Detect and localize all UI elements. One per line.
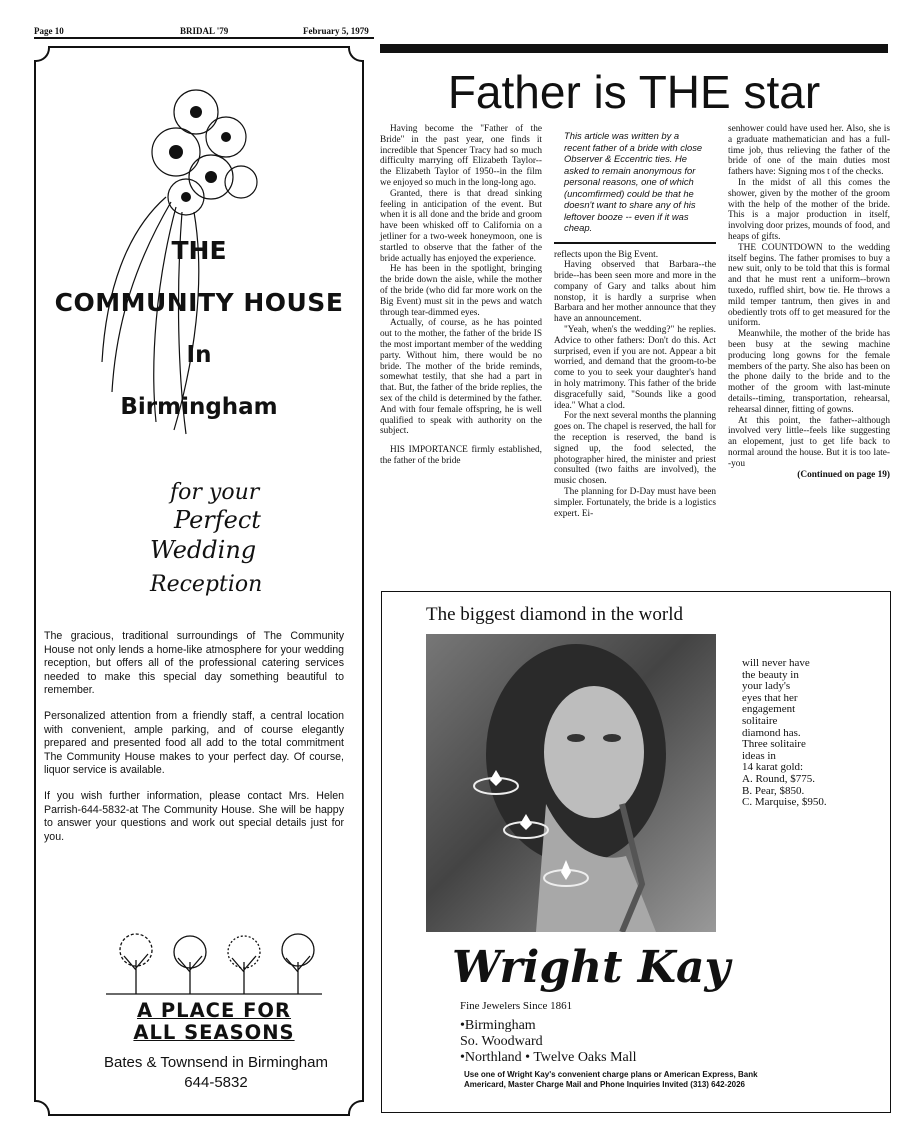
- ad-title-in: In: [186, 342, 212, 368]
- copy-line: A. Round, $775.: [742, 772, 816, 785]
- header-rule: [34, 37, 374, 39]
- charge-plans-note: Use one of Wright Kay's convenient charge plans or American Express, Bank Americard, Master Charge Mail and Phone Inquiries Invited (313) 642-2026: [464, 1070, 758, 1089]
- article-paragraph: Actually, of course, as he has pointed out to the mother, the father of the bride IS the most important member of the wedding party. Without him, there would be no bride. The mother of the bride reminds, somewhat testily, that she had a part in that. But, the father of the bride replies, the sex of the child is determined by the father. And with four female offspring, he is well qualified to speak with authority on the subject.: [380, 318, 542, 437]
- article-column-3: [728, 124, 890, 480]
- copy-line: diamond has.: [742, 726, 801, 739]
- ad-footer-name: Bates & Townsend in Birmingham: [103, 1054, 328, 1071]
- article-paragraph: reflects upon the Big Event.: [554, 249, 659, 260]
- wright-kay-ad: [381, 591, 891, 1113]
- section-name: BRIDAL '79: [180, 26, 229, 36]
- article-paragraph: Having become the "Father of the Bride" in the past year, one finds it incredible that Spencer Tracy had so much difficulty marrying off Elizabeth Taylor--the Elizabeth Taylor of 1950--in the film we enjoyed so much in the long-long ago.: [380, 124, 542, 188]
- article-paragraph: HIS IMPORTANCE firmly established, the father of the bride: [380, 445, 542, 466]
- corner-ornament: [348, 1100, 364, 1116]
- ad-paragraph: Personalized attention from a friendly staff, a central location with convenient, ample parking, and of course elegantly prepared and presented food all add to the total commitment The Community House makes to your perfect day. Of course, liquor service is available.: [44, 709, 344, 777]
- corner-ornament: [34, 46, 50, 62]
- community-house-ad: [34, 46, 364, 1116]
- article-paragraph: For the next several months the planning goes on. The chapel is reserved, the hall for the reception is reserved, the band is signed up, the food selected, the photographer hired, the minister and priest consulted (two faiths are involved), the music chosen.: [554, 411, 716, 487]
- brand-logo: Wright Kay: [452, 942, 731, 993]
- corner-ornament: [348, 46, 364, 62]
- copy-line: engagement: [742, 703, 796, 716]
- copy-line: Three solitaire: [742, 738, 806, 751]
- ad-title-the: THE: [171, 236, 227, 265]
- article-paragraph: Granted, there is that dread sinking feeling in anticipation of the event. But when it is all done and the bride and groom have been whisked off to California on a jetliner for a two-week honeymoon, one is startled to observe that the father of the bride actually has enjoyed the experience.: [380, 188, 542, 264]
- page-number: Page 10: [34, 26, 64, 36]
- jewelry-ad-title: The biggest diamond in the world: [426, 604, 683, 625]
- copy-line: 14 karat gold:: [742, 761, 804, 774]
- ad-footer-phone: 644-5832: [184, 1074, 248, 1091]
- copy-line: ideas in: [742, 749, 776, 762]
- copy-line: will never have: [742, 657, 810, 669]
- store-locations: [460, 1018, 637, 1066]
- slogan-line-2: ALL SEASONS: [133, 1021, 295, 1044]
- article-column-1: [380, 124, 542, 467]
- copy-line: eyes that her: [742, 691, 798, 704]
- issue-date: February 5, 1979: [303, 26, 369, 36]
- article-top-rule: [380, 44, 888, 53]
- store-location: •Northland • Twelve Oaks Mall: [460, 1050, 637, 1065]
- community-ad-body: [44, 630, 344, 856]
- store-location: •Birmingham: [460, 1018, 536, 1033]
- editor-note: This article was written by a recent father of a bride with close Observer & Eccentric ties. He asked to remain anonymous for personal reasons, one of which (uncomfirmed) could be that he doesn't want to share any of his leftover booze -- even if it was cheap.: [554, 124, 716, 244]
- copy-line: the beauty in: [742, 668, 799, 681]
- brand-tagline: Fine Jewelers Since 1861: [460, 1000, 573, 1012]
- article-paragraph: THE COUNTDOWN to the wedding itself begins. The father promises to buy a new suit, only to be told that this is formal and that he must rent a uniform--brown tuxedo, ruffled shirt, bow tie. He throws a mild temper tantrum, then gives in and obediently trots off to get measured for the uniform.: [728, 242, 890, 329]
- ad-paragraph: If you wish further information, please contact Mrs. Helen Parrish-644-5832-at The Community House. She will be happy to answer your questions and work out special details just for you.: [44, 789, 344, 843]
- model-photo: [426, 634, 716, 932]
- article-paragraph: The planning for D-Day must have been simpler. Fortunately, the bride is a logistics expert. Ei-: [554, 487, 716, 519]
- script-line-1: for your: [170, 480, 260, 505]
- copy-line: your lady's: [742, 680, 791, 693]
- trees-illustration: [106, 930, 322, 996]
- slogan-line-1: A PLACE FOR: [136, 999, 292, 1022]
- script-line-2: Perfect: [174, 506, 261, 534]
- ad-title-city: Birmingham: [120, 394, 278, 420]
- copy-line: B. Pear, $850.: [742, 784, 805, 797]
- continued-note: (Continued on page 19): [797, 469, 890, 480]
- copy-line: C. Marquise, $950.: [742, 796, 827, 809]
- copy-line: solitaire: [742, 714, 778, 727]
- ad-paragraph: The gracious, traditional surroundings of The Community House not only lends a home-like atmosphere for your wedding reception, but offers all of the professional catering services needed to make this special day something beautiful to remember.: [44, 630, 344, 697]
- store-location: So. Woodward: [460, 1034, 543, 1049]
- script-line-4: Reception: [150, 572, 263, 597]
- article-paragraph: Meanwhile, the mother of the bride has been busy at the sewing machine producing long gowns for the female members of the party. She also has been on the phone daily to the bride and to the mother of the groom with last-minute details--timing, transportation, rehearsal, rehearsal dinner, fitting of gowns.: [728, 329, 890, 415]
- article-column-2: [554, 124, 716, 519]
- jewelry-ad-copy: [742, 658, 862, 809]
- article-paragraph: senhower could have used her. Also, she is a graduate mathematician and has a full-time job, thus relieving the father of the bride of one of the main duties most fathers have: Signing mos t of the checks.: [728, 124, 890, 178]
- article-paragraph: At this point, the father--although involved very little--feels like suggesting an elopement, just to get life back to normal around the house. But it is too late--you: [728, 415, 890, 469]
- article-paragraph: "Yeah, when's the wedding?" he replies. Advice to other fathers: Don't do this. Act surprised, even if you are not. Appear a bit worried, and demand that the groom-to-be come to you to seek your daughter's hand in holy matrimony. This father of the bride disgracefully said, "Sounds like a good idea." What a clod.: [554, 325, 716, 411]
- corner-ornament: [34, 1100, 50, 1116]
- woman-portrait-illustration: [426, 634, 716, 932]
- article-paragraph: In the midst of all this comes the shower, given by the mother of the groom with the help of the mother of the bride. This is a major production in itself, involving door prizes, mounds of food, and heaps of gifts.: [728, 177, 890, 242]
- article-paragraph: Having observed that Barbara--the bride--has been seen more and more in the company of Gary and talks about him nonstop, it is hardly a surprise when Barbara and her mother announce that they have an announcement.: [554, 260, 716, 325]
- article-headline: Father is THE star: [447, 66, 821, 118]
- article-paragraph: He has been in the spotlight, bringing the bride down the aisle, while the mother of the bride (who did far more work on the Big Event) must sit in the pews and watch through tear-dimmed eyes.: [380, 264, 542, 318]
- script-line-3: Wedding: [150, 536, 257, 564]
- ad-title-main: COMMUNITY HOUSE: [54, 288, 344, 317]
